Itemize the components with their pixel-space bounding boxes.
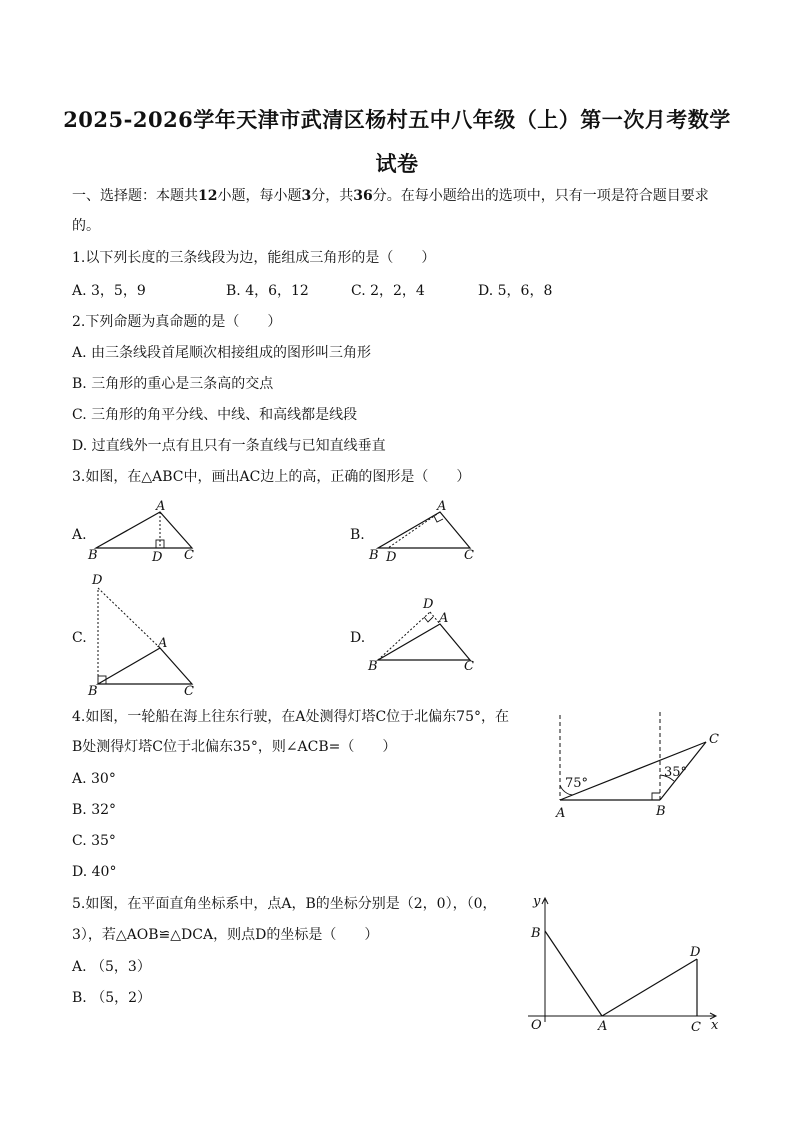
angle-label-35: 35° [664,765,688,780]
q5-option-b: B. （5，2） [72,990,152,1006]
q2-option-b: B. 三角形的重心是三条高的交点 [72,376,274,392]
point-label: C [184,684,194,699]
q5-figure [528,894,719,1035]
triangle [378,512,470,548]
height-line [378,612,430,660]
section-mid2: 分，共 [311,188,354,204]
segment-ad [602,959,697,1016]
q1-option-d: D. 5，6，8 [478,283,553,299]
question-4-stem-line1: 4.如图，一轮船在海上往东行驶，在A处测得灯塔C位于北偏东75°，在 [72,709,509,725]
point-label: A [156,499,166,514]
q3-figure-a [87,499,194,565]
point-label: D [92,573,103,588]
section-mid1: 小题，每小题 [217,188,302,204]
q5-option-a: A. （5，3） [72,959,151,975]
point-label-a: A [598,1019,608,1034]
q3-option-c-label: C. [72,630,87,646]
q1-option-c: C. 2，2，4 [351,283,425,299]
point-label: A [158,636,168,651]
point-label: C [184,548,194,563]
point-label: B [88,548,98,563]
question-5-stem-line2: 3），若△AOB≌△DCA，则点D的坐标是（ ） [72,927,379,943]
section-points-each: 3 [301,188,312,204]
triangle [98,648,192,684]
q4-option-b: B. 32° [72,802,117,818]
point-label: A [437,499,447,514]
point-label: D [152,550,163,565]
q4-option-d: D. 40° [72,864,117,880]
height-line [388,512,440,548]
question-3-stem: 3.如图，在△ABC中，画出AC边上的高，正确的图形是（ ） [72,469,471,485]
right-angle-mark [434,516,443,522]
point-label: D [386,550,397,565]
page-title-continued: 试卷 [375,151,419,176]
point-label: C [464,659,474,674]
q3-option-a-label: A. [72,527,87,543]
point-label: D [423,597,434,612]
right-angle-mark [652,793,660,800]
q2-option-d: D. 过直线外一点有且只有一条直线与已知直线垂直 [72,438,386,454]
point-label: C [464,548,474,563]
question-4-stem-line2: B处测得灯塔C位于北偏东35°，则∠ACB=（ ） [72,739,397,755]
point-label-o: O [531,1018,542,1033]
q4-option-c: C. 35° [72,833,116,849]
page-title: 2025-2026学年天津市武清区杨村五中八年级（上）第一次月考数学 [63,107,731,132]
section-header-line2: 的。 [72,218,100,234]
point-label-d: D [690,945,701,960]
triangle [96,512,192,548]
point-label: B [369,548,379,563]
q1-option-b: B. 4，6，12 [226,283,309,299]
q1-option-a: A. 3，5，9 [72,283,146,299]
q3-figure-b [368,499,474,565]
point-label: A [439,611,449,626]
section-count: 12 [198,188,218,204]
q4-option-a: A. 30° [72,771,116,787]
q3-option-b-label: B. [350,527,365,543]
extension-line [98,588,160,648]
axis-label-y: y [533,894,541,909]
point-label-b: B [531,926,541,941]
point-label-a: A [556,806,566,821]
segment-ba [545,931,602,1016]
q4-figure [555,712,719,821]
question-5-stem-line1: 5.如图，在平面直角坐标系中，点A，B的坐标分别是（2，0），（0， [72,896,497,912]
point-label: B [88,684,98,699]
angle-label-75: 75° [565,776,589,791]
point-label-c: C [709,732,719,747]
section-total: 36 [353,188,373,204]
triangle [378,624,470,660]
q2-option-a: A. 由三条线段首尾顺次相接组成的图形叫三角形 [72,345,372,361]
section-mid3: 分。在每小题给出的选项中，只有一项是符合题目要求 [372,188,709,204]
question-1-stem: 1.以下列长度的三条线段为边，能组成三角形的是（ ） [72,250,436,266]
q2-option-c: C. 三角形的角平分线、中线、和高线都是线段 [72,407,358,423]
question-2-stem: 2.下列命题为真命题的是（ ） [72,314,282,330]
point-label-b: B [656,804,666,819]
right-angle-mark [424,617,433,622]
q3-figure-d [367,597,474,674]
q3-figure-c [87,573,194,699]
q3-option-d-label: D. [350,630,366,646]
point-label: B [368,659,378,674]
point-label-c: C [691,1020,701,1035]
section-prefix: 一、选择题：本题共 [72,188,198,204]
axis-label-x: x [711,1018,719,1033]
